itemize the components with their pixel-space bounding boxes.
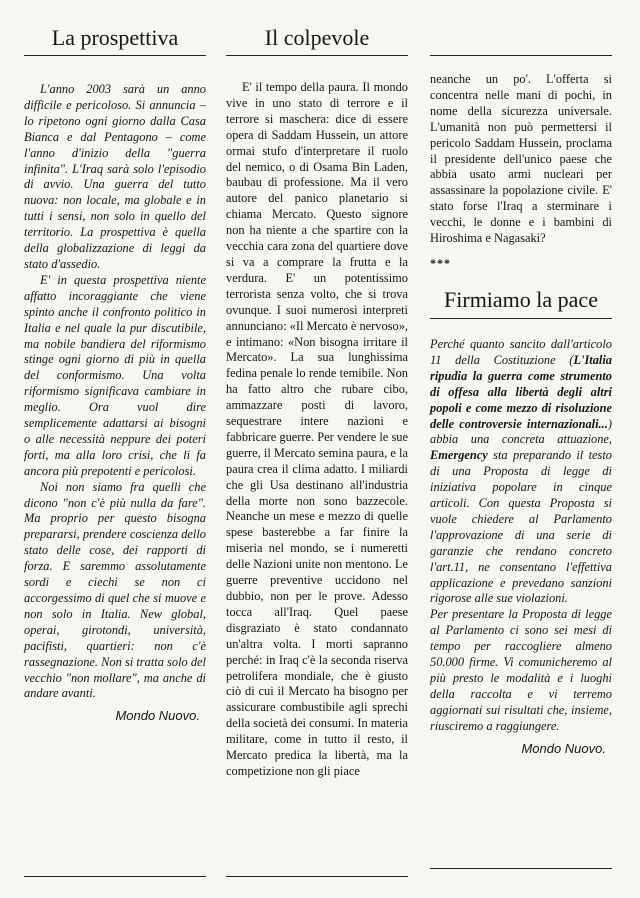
bottom-rule bbox=[430, 868, 612, 869]
paragraph bbox=[430, 337, 612, 607]
paragraph: E' il tempo della paura. Il mondo vive in uno stato di terrore e il terrore si maschera: dice di essere opera di Saddam Hussein, un attore ormai stufo d'interpretare il ruolo del nemico, o di Osama Bin Laden, baubau di professione. Ma il vero autore del panico planetario si chiama Mercato. Questo signore non ha niente a che spartire con la vecchia cara zona del quartiere dove si va a comprare la frutta e la verdura. E' un potentissimo terrorista senza volto, che si trova ovunque. I suoi numerosi interpreti annunciano: «Il Mercato è nervoso», e intimano: «Non bisogna irritare il Mercato». La sua lunghissima fedina penale lo rende temibile. Non ha fatto altro che rubare cibo, ammazzare posti di lavoro, sequestrare intere nazioni e fabbricare guerre. Per vendere le sue guerre, il Mercato semina paura, e la paura crea il clima adatto. I miliardi che gli Usa destinano all'industria della morte non sono bazzecole. Neanche un mese e mezzo di quelle spese basterebbe a far finire la miseria nel mondo, se i numeretti delle Nazioni unite non mentono. Le guerre preventive uccidono nel dubbio, non per le prove. Adesso tocca all'Iraq. Quel paese disgraziato è stato condannato un'altra volta. I morti sapranno perché: in Iraq c'è la seconda riserva petrolifera mondiale, che è giusto ciò di cui il Mercato ha bisogno per assicurare combustibile agli sprechi della società dei consumi. In materia militare, come in tutto il resto, il Mercato predica la libertà, ma la competizione non gli piace bbox=[226, 80, 409, 778]
heading-rule bbox=[430, 55, 612, 56]
column-3 bbox=[430, 0, 612, 756]
paragraph: E' in questa prospettiva niente affatto incoraggiante che viene spinto anche il confronto politico in Italia e nel quale la pur discutibile, ma nobile bandiera del riformismo stinge ogni giorno di più in quella del conformismo. Una volta riformismo significava cambiare in meglio. Ora vuol dire semplicemente adattarsi ai bisogni o alle necessità neppure dei poteri forti, ma alla loro crisi, che li fa ancora più prepotenti e pericolosi. bbox=[24, 272, 206, 478]
heading-rule bbox=[226, 55, 408, 56]
bottom-rule bbox=[24, 876, 206, 877]
bottom-rule bbox=[226, 876, 408, 877]
column-2 bbox=[226, 0, 408, 780]
text: sta preparando il testo di una Proposta di legge di iniziativa popolare in cinque articoli. Con questa Proposta si vuole chiedere al Parlamento l'approvazione di una serie di garanzie che rendano concreto l'art.11, ne consentano l'effettiva applicazione e prevedano sanzioni rigorose alle sue violazioni. bbox=[430, 448, 612, 606]
paragraph: Noi non siamo fra quelli che dicono "non c'è più nulla da fare". Ma proprio per questo bisogna prepararsi, prendere coscienza dello stato delle cose, dei rapporti di forza. E saremmo assolutamente sordi e ciechi se non ci accorgessimo di quel che si muove e non solo in Italia. New global, operai, girotondi, università, pacifisti, quartieri: non c'è rassegnazione. Non si tratta solo del vecchio "non mollare", ma anche di andare avanti. bbox=[24, 479, 206, 701]
heading-rule bbox=[24, 55, 206, 56]
article-continuation bbox=[430, 72, 612, 247]
article-body bbox=[226, 80, 408, 780]
paragraph: L'anno 2003 sarà un anno difficile e pericoloso. Si annuncia – lo ripetono ogni giorno dalla Casa Bianca e dal Pentagono – come l'anno d'inizio della "guerra infinita". L'Iraq sarà solo l'episodio di avvio. Una guerra del tutto nuova: non locale, ma globale e in tutti i sensi, non solo in quello del territorio. La prospettiva è quella della globalizzazione di leggi da stato d'assedio. bbox=[24, 82, 206, 271]
signature: Mondo Nuovo. bbox=[115, 708, 200, 724]
article-body bbox=[24, 82, 206, 702]
paragraph: neanche un po'. L'offerta si concentra nelle mani di pochi, in nome della sicurezza universale. L'umanità non può permettersi il pericolo Saddam Hussein, proclama il presidente dell'unico paese che abbia usato armi nucleari per assassinare la popolazione civile. E' stato forse l'Iraq a sterminare i vecchi, le donne e i bambini di Hiroshima e Nagasaki? bbox=[430, 72, 612, 246]
signature: Mondo Nuovo. bbox=[521, 740, 606, 756]
heading-il-colpevole: Il colpevole bbox=[264, 25, 370, 50]
paragraph: Per presentare la Proposta di legge al Parlamento ci sono sei mesi di tempo per raccogliere almeno 50.000 firme. Vi comunicheremo al più presto le modalità e i luoghi della raccolta e vi terremo aggiornati sui risultati che, insieme, riusciremo a raggiungere. bbox=[430, 607, 612, 733]
article-body bbox=[430, 337, 612, 735]
column-1 bbox=[24, 0, 206, 723]
text: ) abbia una concreta attuazione, bbox=[430, 416, 612, 447]
separator: *** bbox=[430, 255, 451, 270]
emergency-name: Emergency bbox=[430, 448, 488, 463]
quoted-article: L'Italia ripudia la guerra come strumento di offesa alla libertà degli altri popoli e come mezzo di risoluzione delle controversie internazionali... bbox=[430, 352, 612, 431]
heading-la-prospettiva: La prospettiva bbox=[51, 25, 179, 50]
text: Perché quanto sancito dall'articolo 11 della Costituzione ( bbox=[430, 336, 612, 367]
heading-firmiamo-la-pace: Firmiamo la pace bbox=[444, 286, 598, 312]
heading-rule bbox=[430, 318, 612, 319]
